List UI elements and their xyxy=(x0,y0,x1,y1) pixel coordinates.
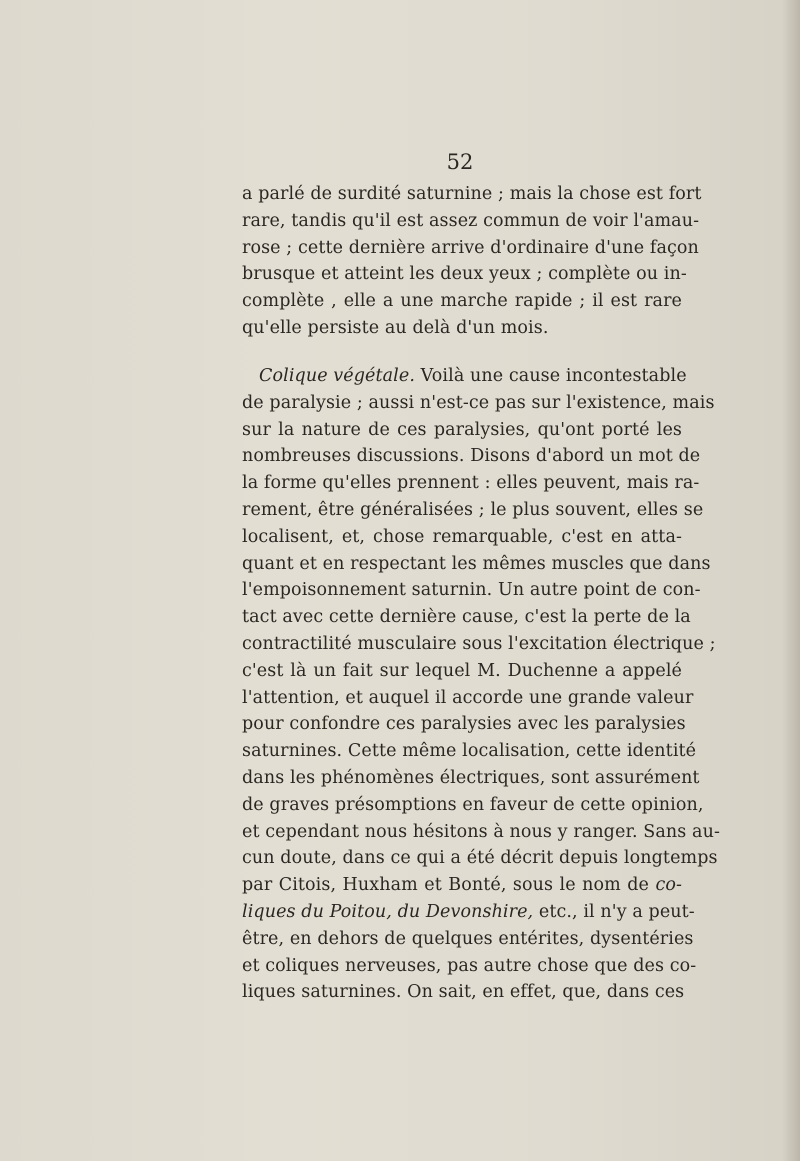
text-line: contractilité musculaire sous l'excitation électrique ; xyxy=(242,633,716,654)
italic-term: co- xyxy=(655,875,682,896)
text-line: quant et en respectant les mêmes muscles que dans xyxy=(242,553,711,574)
text-line: l'empoisonnement saturnin. Un autre point de con- xyxy=(242,580,701,601)
line-text: etc., il n'y a peut- xyxy=(533,901,695,922)
text-line: qu'elle persiste au delà d'un mois. xyxy=(242,317,549,338)
text-line: être, en dehors de quelques entérites, dysentéries xyxy=(242,928,694,949)
page-edge-shadow xyxy=(782,0,800,1161)
text-line: rement, être généralisées ; le plus souvent, elles se xyxy=(242,499,704,520)
text-line: pour confondre ces paralysies avec les paralysies xyxy=(242,714,686,735)
text-line: brusque et atteint les deux yeux ; complète ou in- xyxy=(242,264,687,285)
text-line: a parlé de surdité saturnine ; mais la chose est fort xyxy=(242,184,702,204)
heading-line-rest: Voilà une cause incontestable xyxy=(415,366,687,386)
text-line: dans les phénomènes électriques, sont assurément xyxy=(242,767,700,788)
text-line: de graves présomptions en faveur de cette opinion, xyxy=(242,794,704,815)
text-line: rose ; cette dernière arrive d'ordinaire d'une façon xyxy=(242,237,699,258)
text-line: nombreuses discussions. Disons d'abord un mot de xyxy=(242,446,701,467)
section-heading: Colique végétale. xyxy=(259,366,415,386)
text-line: complète , elle a une marche rapide ; il est rare xyxy=(242,291,682,312)
text-line: rare, tandis qu'il est assez commun de voir l'amau- xyxy=(242,210,700,231)
page-number: 52 xyxy=(446,150,474,174)
text-line: c'est là un fait sur lequel M. Duchenne a appelé xyxy=(242,660,682,681)
paragraph-2 xyxy=(242,363,720,1006)
text-line: localisent, et, chose remarquable, c'est en atta- xyxy=(242,526,682,547)
text-line: saturnines. Cette même localisation, cette identité xyxy=(242,741,697,762)
text-line xyxy=(242,872,682,899)
text-line: l'attention, et auquel il accorde une grande valeur xyxy=(242,687,694,708)
text-line: liques saturnines. On sait, en effet, que, dans ces xyxy=(242,982,685,1003)
text-line: sur la nature de ces paralysies, qu'ont porté les xyxy=(242,419,682,440)
line-text: par Citois, Huxham et Bonté, sous le nom de xyxy=(242,875,656,896)
text-line: tact avec cette dernière cause, c'est la perte de la xyxy=(242,607,691,628)
text-line: cun doute, dans ce qui a été décrit depuis longtemps xyxy=(242,848,718,869)
text-line: la forme qu'elles prennent : elles peuvent, mais ra- xyxy=(242,473,700,494)
italic-term: liques du Poitou, du Devonshire, xyxy=(242,901,534,922)
text-line xyxy=(242,363,687,390)
text-line xyxy=(242,899,695,926)
text-line: de paralysie ; aussi n'est-ce pas sur l'existence, mais xyxy=(242,392,715,413)
paragraph-1 xyxy=(242,181,702,342)
text-line: et coliques nerveuses, pas autre chose que des co- xyxy=(242,955,697,976)
text-line: et cependant nous hésitons à nous y ranger. Sans au- xyxy=(242,821,720,842)
